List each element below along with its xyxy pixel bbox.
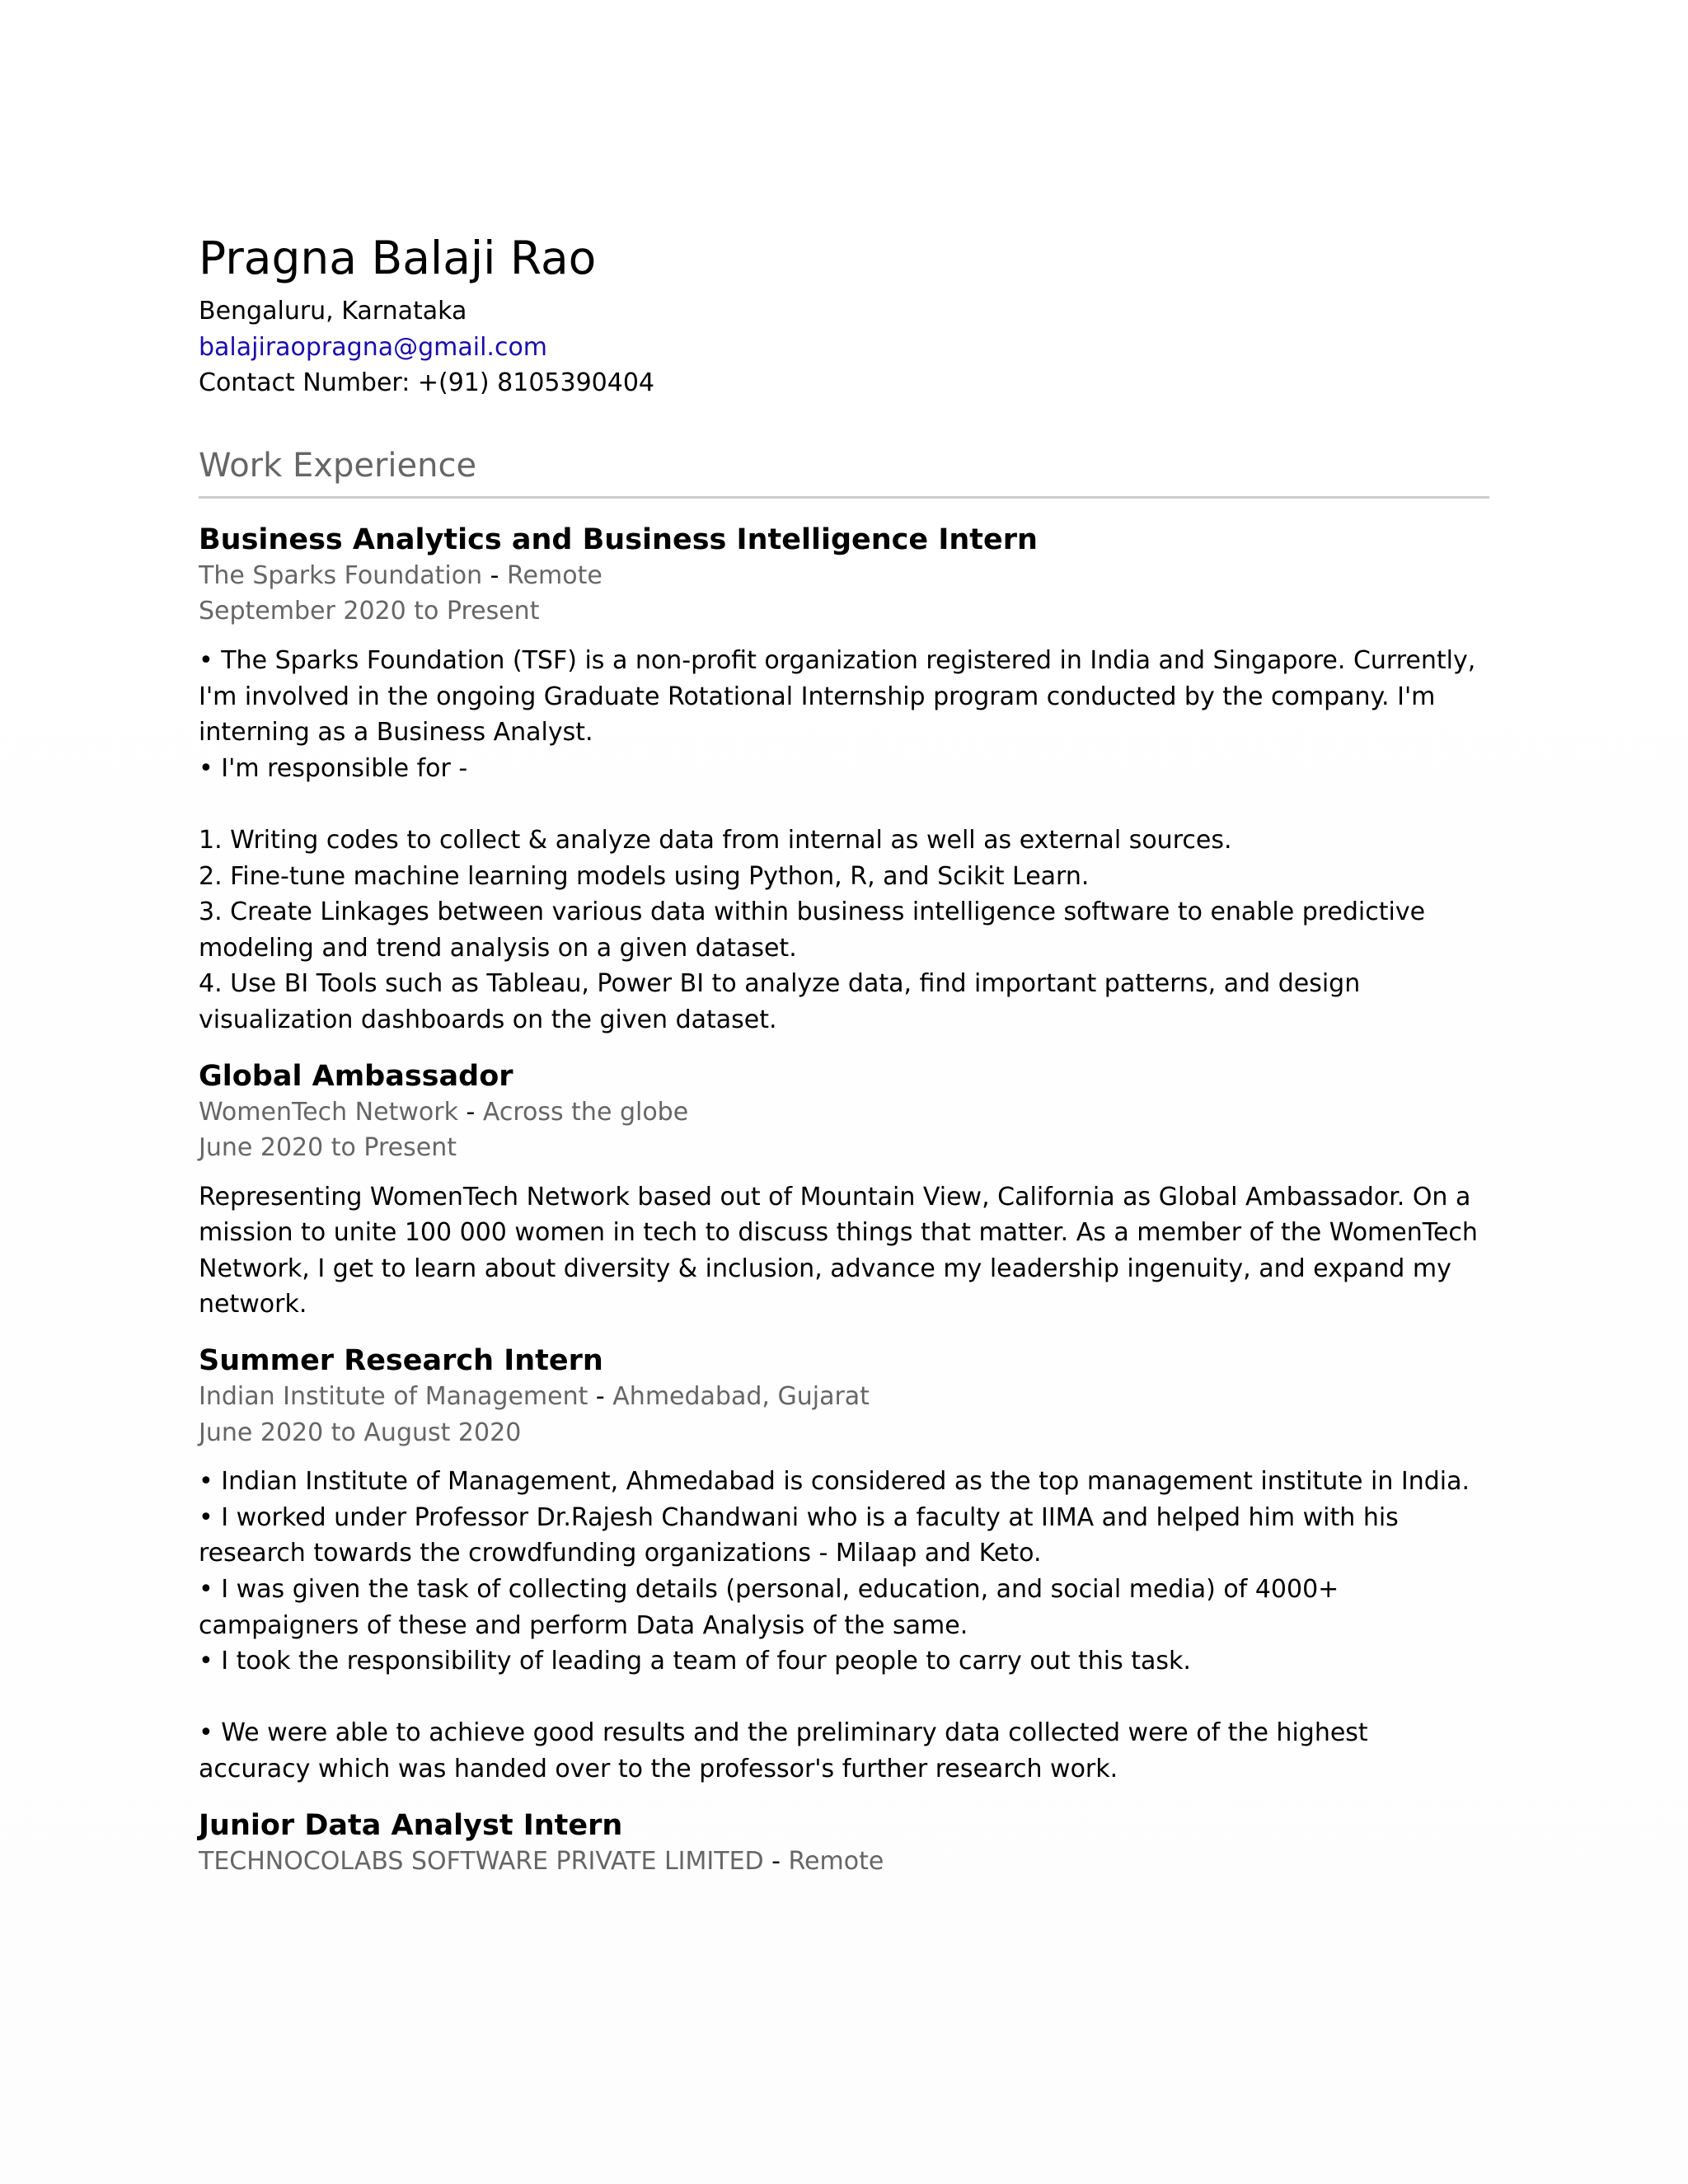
job-location: Ahmedabad, Gujarat	[612, 1382, 870, 1412]
description-line: 2. Fine-tune machine learning models using Python, R, and Scikit Learn.	[199, 861, 1090, 891]
job-title: Business Analytics and Business Intelligence Intern	[199, 523, 1038, 556]
section-divider	[199, 496, 1489, 499]
job-entry	[199, 1807, 1489, 1880]
description-line: accuracy which was handed over to the professor's further research work.	[199, 1755, 1118, 1783]
job-dates: June 2020 to August 2020	[199, 1418, 522, 1447]
job-dates: September 2020 to Present	[199, 597, 540, 626]
description-line: visualization dashboards on the given dataset.	[199, 1005, 777, 1034]
job-separator: -	[588, 1382, 613, 1412]
description-line: network.	[199, 1290, 307, 1319]
description-line: • The Sparks Foundation (TSF) is a non-profit organization registered in India and Singapore. Currently,	[199, 645, 1476, 675]
job-title: Summer Research Intern	[199, 1344, 603, 1378]
job-company-line	[199, 1094, 1489, 1131]
job-entry	[199, 522, 1489, 1038]
job-company: The Sparks Foundation	[199, 560, 483, 590]
description-line: 4. Use BI Tools such as Tableau, Power BI to analyze data, find important patterns, and design	[199, 969, 1361, 999]
description-line: 3. Create Linkages between various data within business intelligence software to enable predictive	[199, 898, 1426, 927]
job-entry	[199, 1058, 1489, 1324]
description-line: research towards the crowdfunding organizations - Milaap and Keto.	[199, 1539, 1042, 1568]
job-separator: -	[482, 560, 508, 590]
job-company-line	[199, 558, 1489, 594]
description-line: Representing WomenTech Network based out of Mountain View, California as Global Ambassador. On a	[199, 1182, 1471, 1212]
job-title: Global Ambassador	[199, 1059, 513, 1093]
job-location: Remote	[788, 1846, 884, 1876]
job-entry	[199, 1343, 1489, 1788]
description-line: • Indian Institute of Management, Ahmedabad is considered as the top management institute in India.	[199, 1467, 1470, 1497]
job-company: TECHNOCOLABS SOFTWARE PRIVATE LIMITED	[199, 1846, 764, 1876]
description-line: 1. Writing codes to collect & analyze data from internal as well as external sources.	[199, 825, 1232, 855]
job-company: WomenTech Network	[199, 1097, 458, 1127]
description-line: • I worked under Professor Dr.Rajesh Chandwani who is a faculty at IIMA and helped him with his	[199, 1502, 1399, 1532]
job-description	[199, 1179, 1489, 1323]
job-company: Indian Institute of Management	[199, 1382, 588, 1412]
job-separator: -	[457, 1097, 483, 1127]
job-dates: June 2020 to Present	[199, 1133, 457, 1163]
description-line: • We were able to achieve good results and the preliminary data collected were of the highest	[199, 1718, 1368, 1748]
email-link[interactable]: balajiraopragna@gmail.com	[199, 332, 548, 362]
candidate-name: Pragna Balaji Rao	[199, 232, 597, 284]
resume-content	[199, 223, 1489, 1879]
description-line: • I'm responsible for -	[199, 753, 468, 783]
job-company-line	[199, 1379, 1489, 1415]
job-description	[199, 643, 1489, 1038]
job-location: Across the globe	[482, 1097, 689, 1127]
description-line: Network, I get to learn about diversity & inclusion, advance my leadership ingenuity, and expand my	[199, 1254, 1451, 1283]
job-company-line	[199, 1844, 1489, 1880]
job-title: Junior Data Analyst Intern	[199, 1808, 623, 1842]
job-separator: -	[763, 1846, 789, 1876]
section-title-work-experience: Work Experience	[199, 446, 477, 485]
job-location: Remote	[507, 560, 603, 590]
description-blank-line	[199, 1680, 1489, 1716]
description-line: mission to unite 100 000 women in tech to discuss things that matter. As a member of the WomenTech	[199, 1218, 1478, 1248]
phone-text: Contact Number: +(91) 8105390404	[199, 368, 655, 398]
description-line: • I took the responsibility of leading a team of four people to carry out this task.	[199, 1647, 1191, 1676]
description-blank-line	[199, 786, 1489, 823]
location-text: Bengaluru, Karnataka	[199, 297, 467, 326]
description-line: I'm involved in the ongoing Graduate Rotational Internship program conducted by the company. I'm	[199, 682, 1436, 711]
description-line: interning as a Business Analyst.	[199, 718, 593, 748]
job-description	[199, 1464, 1489, 1787]
description-line: campaigners of these and perform Data Analysis of the same.	[199, 1610, 968, 1640]
description-line: • I was given the task of collecting details (personal, education, and social media) of 4000+	[199, 1575, 1339, 1605]
description-line: modeling and trend analysis on a given dataset.	[199, 933, 797, 963]
